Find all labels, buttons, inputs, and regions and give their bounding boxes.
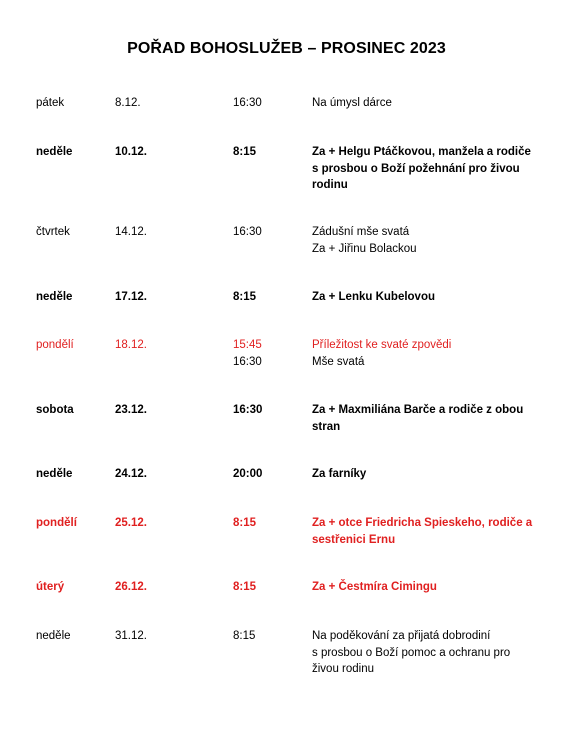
entry-time: 8:15 [233,517,257,529]
entry-intention-line: Za farníky [312,468,367,480]
entry-time: 8:15 [233,146,257,158]
entry-day: čtvrtek [36,226,70,238]
entry-intention-line: Zádušní mše svatá [312,226,410,238]
entry-times [233,95,262,112]
entry-day: neděle [36,468,73,480]
entry-day: pondělí [36,517,77,529]
entry-intention [312,144,547,194]
entry-intention-line: Na poděkování za přijatá dobrodiní [312,630,491,642]
entry-intention-line: Za + Čestmíra Cimingu [312,581,437,593]
entry-times [233,515,256,532]
entry-intention-line: Na úmysl dárce [312,97,392,109]
entry-intention [312,95,547,112]
entry-times [233,579,256,596]
entry-intention [312,289,547,306]
entry-time: 8:15 [233,581,257,593]
entry-intention-line: sestřenici Ernu [312,533,396,546]
entry-intention-line: Za + otce Friedricha Spieskeho, rodiče a [312,517,533,529]
entry-day: neděle [36,291,73,303]
entry-times [233,144,256,161]
entry-times [233,289,256,306]
entry-intention-line: Příležitost ke svaté zpovědi [312,339,452,351]
entry-time: 8:15 [233,630,256,642]
entry-time: 16:30 [233,97,262,109]
page-title: POŘAD BOHOSLUŽEB – PROSINEC 2023 [127,40,446,57]
entry-times [233,628,255,645]
entry-time: 8:15 [233,291,257,303]
entry-date: 10.12. [115,146,147,158]
entry-date: 18.12. [115,339,147,351]
entry-intention [312,402,547,435]
entry-day: sobota [36,404,74,416]
entry-times [233,402,262,419]
entry-intention-line: živou rodinu [312,663,375,675]
entry-date: 14.12. [115,226,147,238]
entry-day: pondělí [36,339,74,351]
entry-intention [312,224,547,257]
entry-time: 16:30 [233,355,262,368]
entry-day: neděle [36,630,71,642]
entry-intention-line: Za + Lenku Kubelovou [312,291,436,303]
entry-intention-line: Za + Helgu Ptáčkovou, manžela a rodiče [312,146,531,158]
entry-time: 20:00 [233,468,263,480]
entry-time: 16:30 [233,226,262,238]
entry-date: 24.12. [115,468,147,480]
entry-day: pátek [36,97,65,109]
entry-intention-line: Za + Maxmiliána Barče a rodiče z obou [312,404,524,416]
entry-date: 25.12. [115,517,147,529]
entry-intention [312,337,547,370]
entry-times [233,224,262,241]
entry-date: 31.12. [115,630,147,642]
entry-intention [312,628,547,678]
entry-date: 17.12. [115,291,147,303]
entry-intention-line: Za + Jiřinu Bolackou [312,242,417,255]
entry-times [233,337,262,370]
entry-intention-line: stran [312,420,341,433]
entry-intention-line: s prosbou o Boží pomoc a ochranu pro [312,646,511,659]
entry-date: 26.12. [115,581,147,593]
entry-intention [312,579,547,596]
entry-intention-line: Mše svatá [312,355,365,368]
entry-intention [312,515,547,548]
entry-intention [312,466,547,483]
entry-day: úterý [36,581,65,593]
entry-times [233,466,262,483]
entry-time: 16:30 [233,404,263,416]
entry-date: 8.12. [115,97,141,109]
entry-date: 23.12. [115,404,147,416]
entry-intention-line: s prosbou o Boží požehnání pro živou [312,162,520,175]
entry-time: 15:45 [233,339,262,351]
entry-intention-line: rodinu [312,179,348,191]
entry-day: neděle [36,146,73,158]
